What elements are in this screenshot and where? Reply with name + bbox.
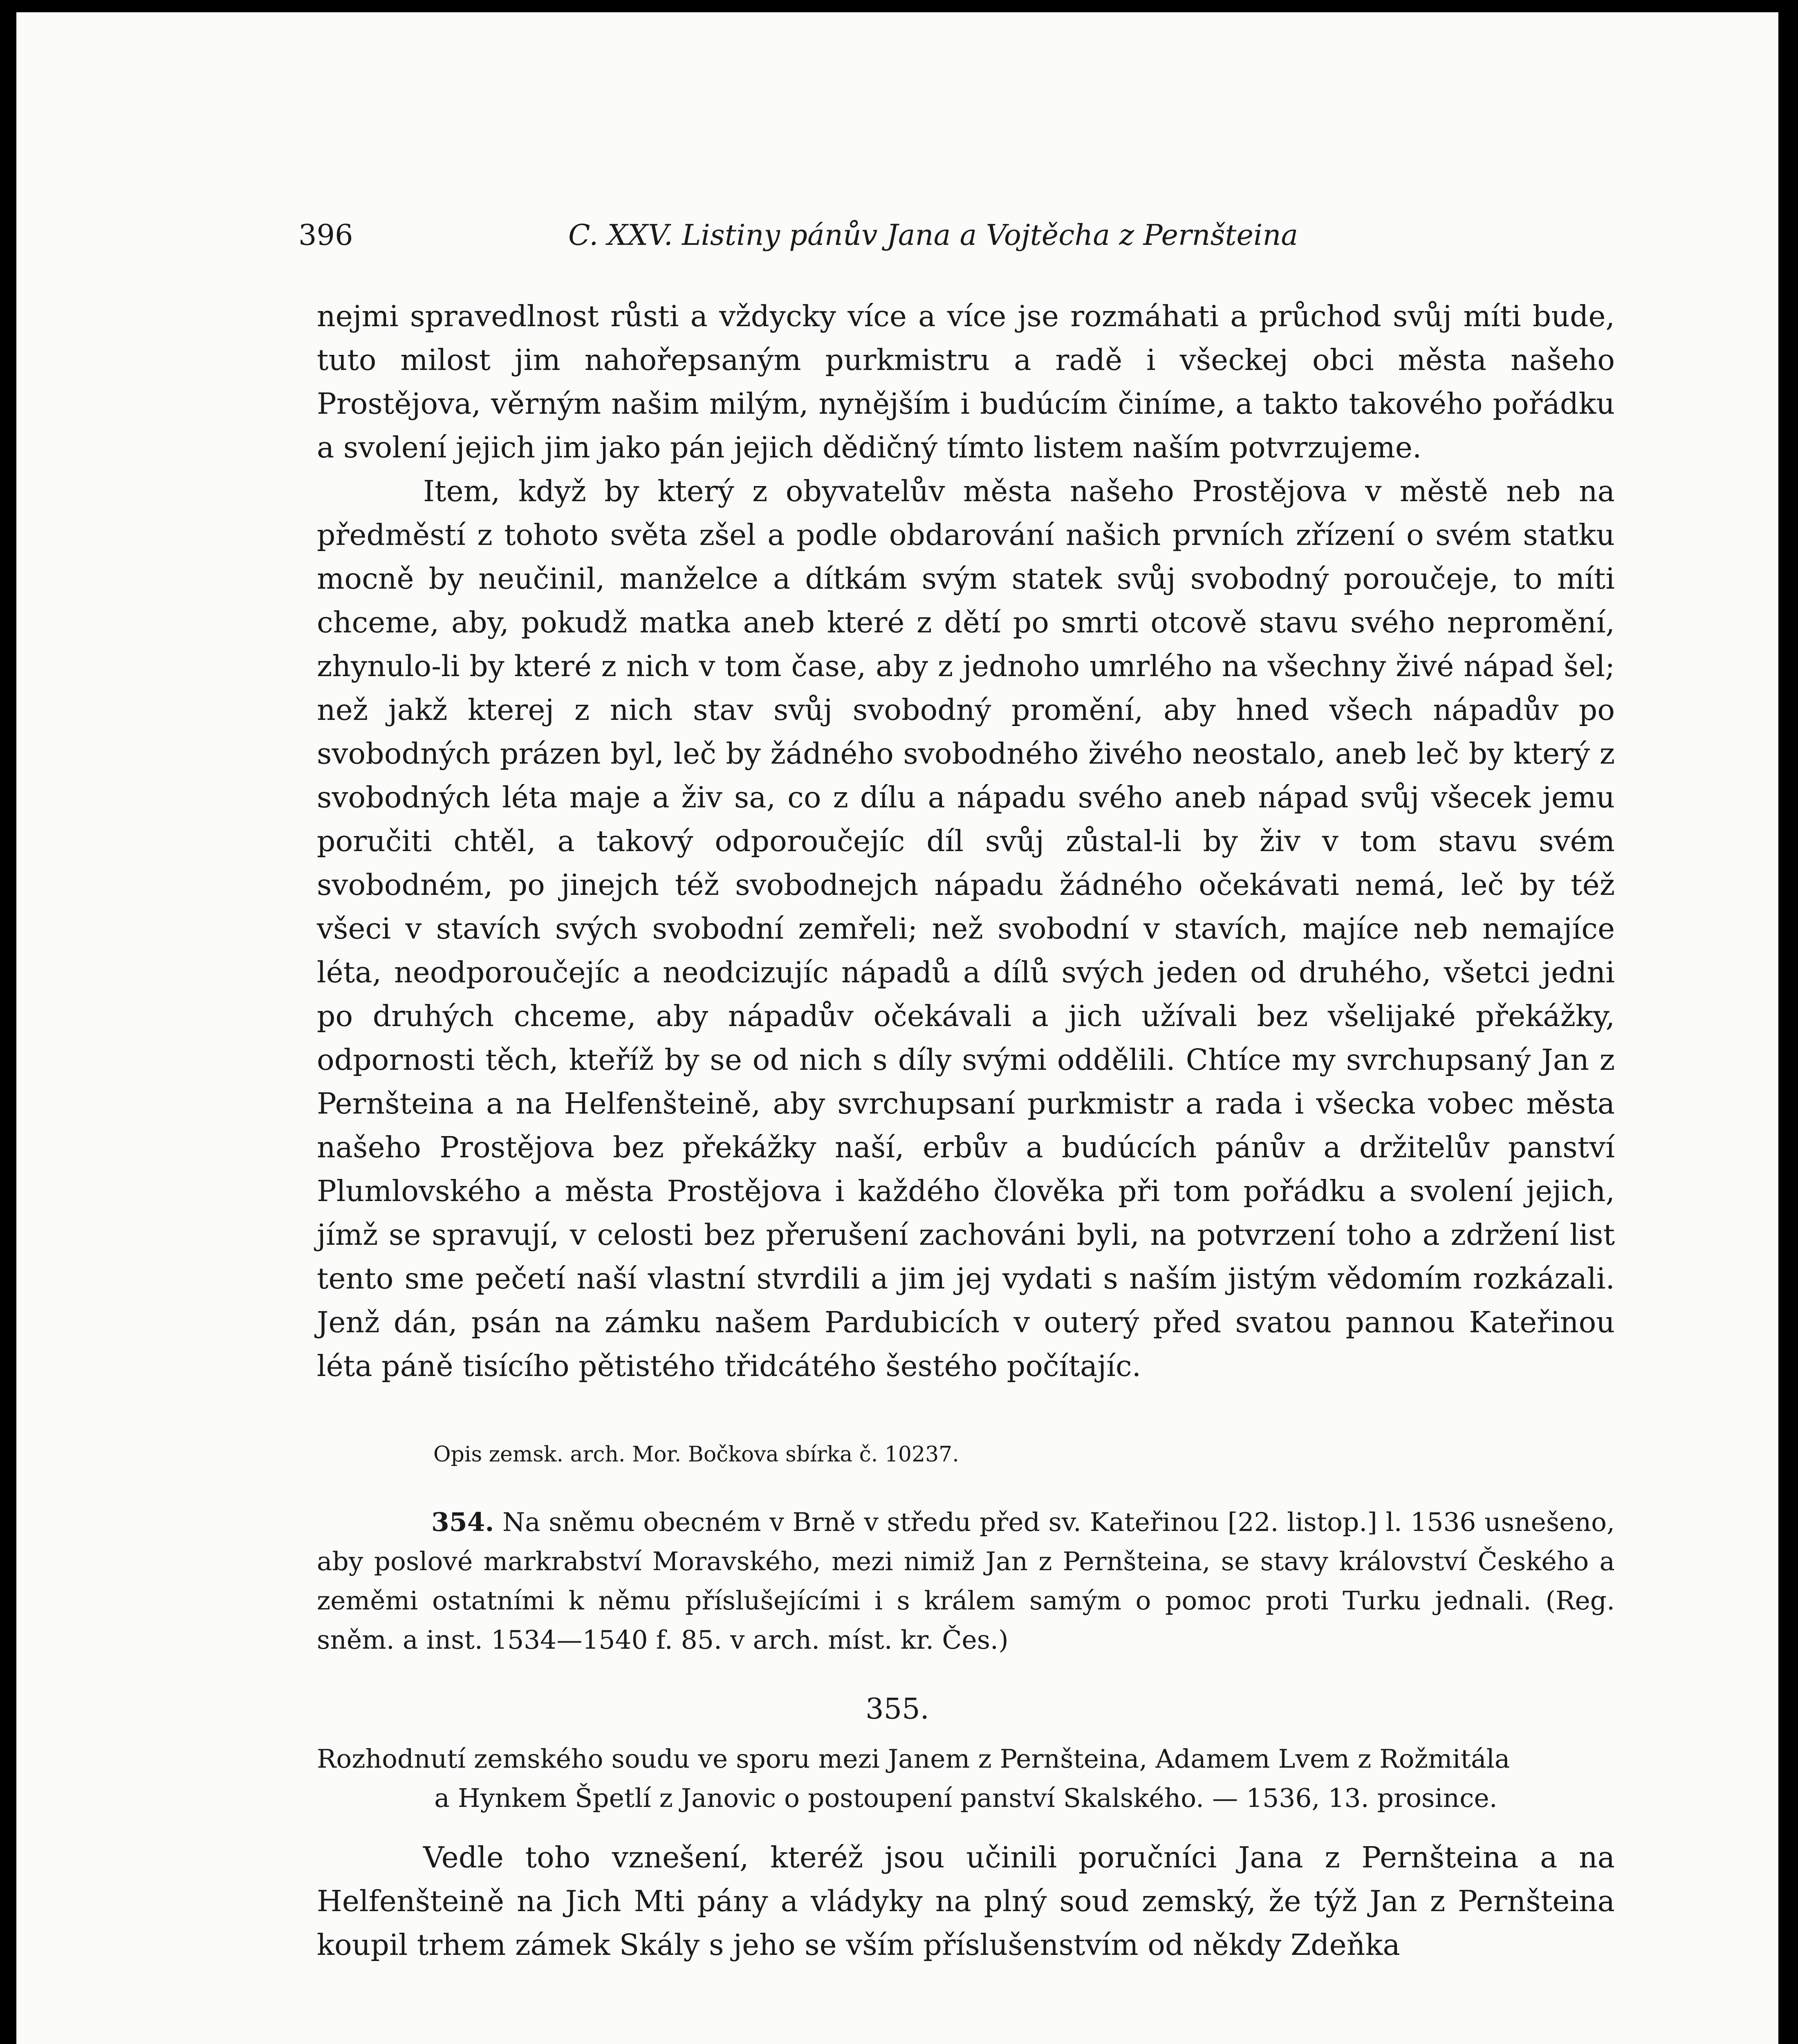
paragraph-continued: nejmi spravedlnost růsti a vždycky více a více jse rozmáhati a průchod svůj míti bude, tuto milost jim nahořepsaným purkmistru a radě i všeckej obci města našeho Prostějova, věrným našim milým, nynějším i budúcím činíme, a takto takového pořádku a svolení jejich jim jako pán jejich dědičný tímto listem naším potvrzujeme. [317, 299, 1615, 464]
entry-355-text [317, 1836, 1615, 1967]
main-text [317, 294, 1615, 1388]
paragraph-item: Item, když by který z obyvatelův města našeho Prostějova v městě neb na předměstí z tohoto světa zšel a podle obdarování našich prvních zřízení o svém statku mocně by neučinil, manželce a dítkám svým statek svůj svobodný poroučeje, to míti chceme, aby, pokudž matka aneb které z dětí po smrti otcově stavu svého nepromění, zhynulo-li by které z nich v tom čase, aby z jednoho umrlého na všechny živé nápad šel; než jakž kterej z nich stav svůj svobodný promění, aby hned všech nápadův po svobodných prázen byl, leč by žádného svobodného živého neostalo, aneb leč by který z svobodných léta maje a živ sa, co z dílu a nápadu svého aneb nápad svůj všecek jemu poručiti chtěl, a takový odporoučejíc díl svůj zůstal-li by živ v tom stavu svém svobodném, po jinejch též svobodnejch nápadu žádného očekávati nemá, leč by též všeci v stavích svých svobodní zemřeli; než svobodní v stavích, majíce neb nemajíce léta, neodporoučejíc a neodcizujíc nápadů a dílů svých jeden od druhého, všetci jedni po druhých chceme, aby nápadův očekávali a jich užívali bez všelijaké překážky, odpornosti těch, kteříž by se od nich s díly svými oddělili. Chtíce my svrchupsaný Jan z Pernšteina a na Helfenšteině, aby svrchupsaní purkmistr a rada i všecka vobec města našeho Prostějova bez překážky naší, erbův a budúcích pánův a držitelův panství Plumlovského a města Prostějova i každého člověka při tom pořádku a svolení jejich, jímž se spravují, v celosti bez přerušení zachováni byli, na potvrzení toho a zdržení list tento sme pečetí naší vlastní stvrdili a jim jej vydati s naším jistým vědomím rozkázali. Jenž dán, psán na zámku našem Pardubicích v outerý před svatou pannou Kateřinou léta páně tisícího pětistého třidcátého šestého počítajíc. [317, 474, 1615, 1383]
page-header [298, 213, 1566, 258]
page-number: 396 [298, 218, 353, 252]
regest-line-1: Rozhodnutí zemského soudu ve sporu mezi Janem z Pernšteina, Adamem Lvem z Rožmitála [317, 1744, 1510, 1774]
running-title: C. XXV. Listiny pánův Jana a Vojtěcha z Pernšteina [568, 218, 1298, 252]
entry-354-text: Na sněmu obecném v Brně v středu před sv. Kateřinou [22. listop.] l. 1536 usnešeno, aby poslové markrabství Moravského, mezi nimiž Jan z Pernšteina, se stavy království Českého a zeměmi ostatními k němu příslušejícími i s králem samým o pomoc proti Turku jednali. (Reg. sněm. a inst. 1534—1540 f. 85. v arch. míst. kr. Čes.) [317, 1507, 1615, 1655]
paragraph-355: Vedle toho vznešení, kteréž jsou učinili poručníci Jana z Pernšteina a na Helfenšteině na Jich Mti pány a vládyky na plný soud zemský, že týž Jan z Pernšteina koupil trhem zámek Skály s jeho se vším příslušenstvím od někdy Zdeňka [317, 1840, 1615, 1962]
scanned-page [16, 12, 1778, 2044]
entry-355-number: 355. [865, 1692, 929, 1726]
entry-354 [317, 1502, 1615, 1660]
entry-355-regest [317, 1739, 1615, 1818]
regest-line-2: a Hynkem Špetlí z Janovic o postoupení panství Skalského. — 1536, 13. prosince. [434, 1783, 1498, 1813]
entry-354-number: 354. [431, 1507, 494, 1537]
source-note: Opis zemsk. arch. Mor. Bočkova sbírka č. 10237. [433, 1442, 959, 1467]
